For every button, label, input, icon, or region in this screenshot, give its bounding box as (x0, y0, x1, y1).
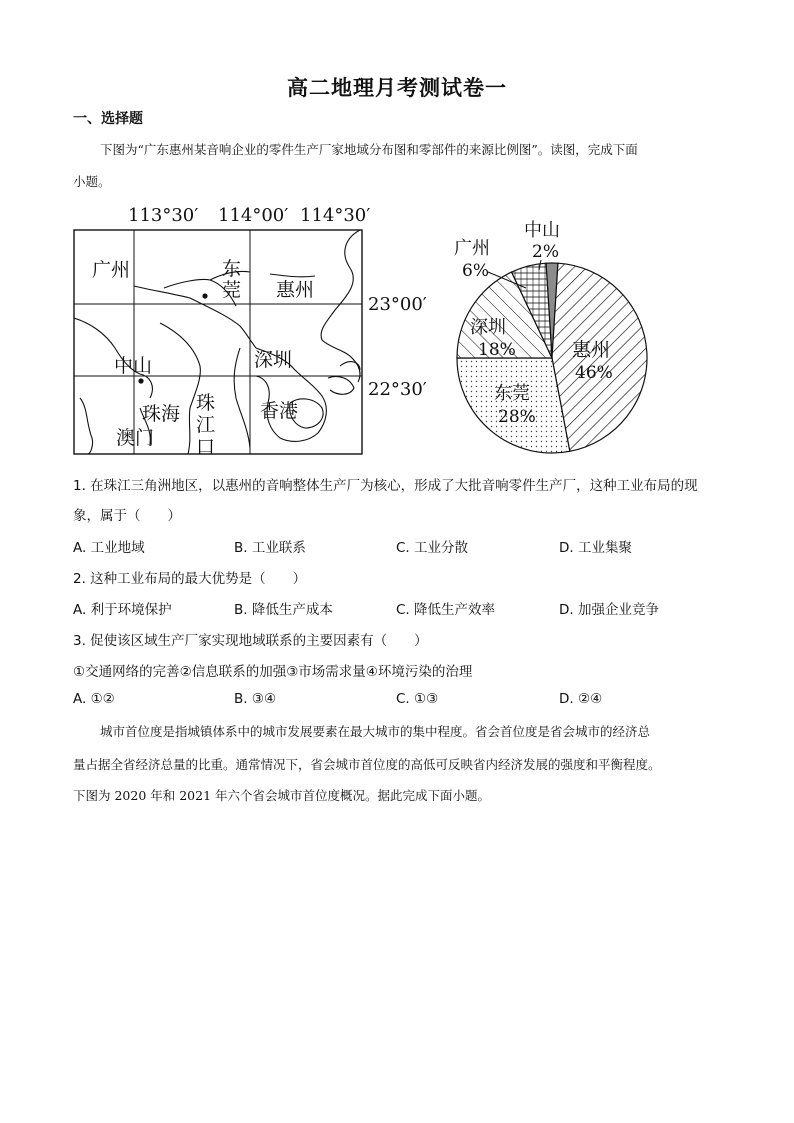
pie-label-guangzhou: 广州 (454, 238, 490, 259)
pie-label-huizhou: 惠州 (572, 339, 611, 361)
label-pearl-river-3: 口 (196, 436, 216, 458)
passage2-line-1: 城市首位度是指城镇体系中的城市发展要素在最大城市的集中程度。省会首位度是省会城市的经济总 (100, 724, 651, 739)
lon-label-114-00: 114°00′ (218, 205, 289, 226)
q3-stem-line-1: 3. 促使该区域生产厂家实现地域联系的主要因素有（ ） (73, 633, 428, 649)
q1-option-c[interactable]: C. 工业分散 (396, 540, 469, 556)
q1-option-b[interactable]: B. 工业联系 (234, 540, 306, 556)
lat-label-22-30: 22°30′ (368, 379, 427, 400)
label-hongkong: 香港 (260, 400, 299, 422)
pie-value-dongguan: 28% (498, 407, 536, 427)
label-zhuhai: 珠海 (142, 403, 181, 425)
q3-option-b[interactable]: B. ③④ (234, 691, 277, 707)
q1-stem-line-1: 1. 在珠江三角洲地区，以惠州的音响整体生产厂为核心，形成了大批音响零件生产厂，这种工业布局的现 (73, 478, 698, 494)
q1-option-a[interactable]: A. 工业地域 (73, 540, 145, 556)
q2-option-d[interactable]: D. 加强企业竞争 (559, 602, 659, 618)
pie-slice-1 (457, 358, 570, 453)
page-title: 高二地理月考测试卷一 (287, 75, 507, 100)
pie-value-guangzhou: 6% (462, 261, 489, 281)
lon-label-114-30: 114°30′ (300, 205, 371, 226)
q3-option-d[interactable]: D. ②④ (559, 691, 603, 707)
q3-option-c[interactable]: C. ①③ (396, 691, 439, 707)
intro-line-1: 下图为“广东惠州某音响企业的零件生产厂家地域分布图和零部件的来源比例图”。读图，完成下面 (100, 142, 638, 157)
pearl-river-delta-map (60, 198, 450, 460)
label-huizhou: 惠州 (276, 279, 315, 301)
pie-label-shenzhen: 深圳 (470, 317, 506, 338)
source-ratio-pie-chart (440, 210, 660, 460)
pie-label-dongguan: 东莞 (494, 383, 530, 404)
pie-label-zhongshan: 中山 (524, 220, 560, 241)
dongguan-dot (202, 293, 207, 298)
label-guangzhou: 广州 (92, 259, 131, 281)
q1-option-d[interactable]: D. 工业集聚 (559, 540, 632, 556)
intro-line-2: 小题。 (73, 174, 111, 189)
passage2-line-3: 下图为 2020 年和 2021 年六个省会城市首位度概况。据此完成下面小题。 (73, 788, 491, 803)
q1-stem-line-2: 象，属于（ ） (73, 508, 181, 524)
section-heading: 一、选择题 (73, 111, 143, 127)
label-macau: 澳门 (116, 427, 155, 449)
label-pearl-river-2: 江 (196, 414, 216, 436)
label-dongguan-2: 莞 (222, 279, 242, 301)
zhongshan-dot (138, 378, 143, 383)
pie-value-zhongshan: 2% (532, 242, 559, 262)
pie-value-shenzhen: 18% (478, 340, 516, 360)
q2-option-a[interactable]: A. 利于环境保护 (73, 602, 172, 618)
q2-option-b[interactable]: B. 降低生产成本 (234, 602, 333, 618)
q2-stem: 2. 这种工业布局的最大优势是（ ） (73, 571, 307, 587)
passage2-line-2: 量占据全省经济总量的比重。通常情况下，省会城市首位度的高低可反映省内经济发展的强度和平衡程度。 (73, 757, 661, 772)
label-dongguan-1: 东 (222, 258, 242, 280)
lat-label-23-00: 23°00′ (368, 294, 427, 315)
q3-stem-line-2: ①交通网络的完善②信息联系的加强③市场需求量④环境污染的治理 (73, 664, 473, 680)
q3-option-a[interactable]: A. ①② (73, 691, 115, 707)
pie-value-huizhou: 46% (575, 363, 613, 383)
lon-label-113-30: 113°30′ (128, 205, 199, 226)
label-zhongshan: 中山 (114, 355, 153, 377)
label-pearl-river-1: 珠 (196, 392, 216, 414)
label-shenzhen: 深圳 (254, 349, 293, 371)
q2-option-c[interactable]: C. 降低生产效率 (396, 602, 496, 618)
